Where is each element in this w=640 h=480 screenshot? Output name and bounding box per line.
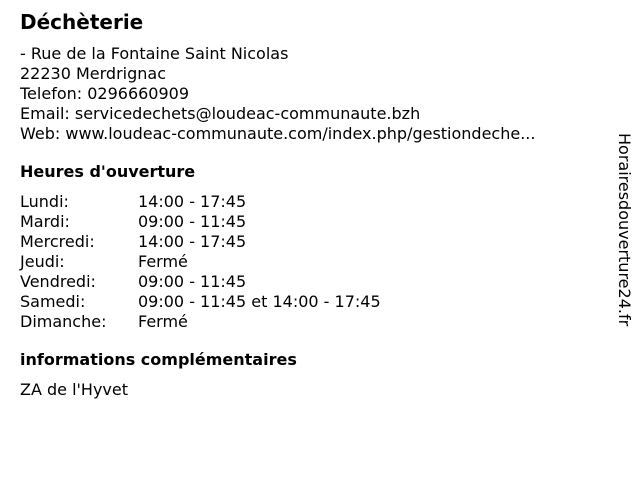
hours-row-thursday	[20, 252, 381, 272]
street-address: - Rue de la Fontaine Saint Nicolas	[20, 44, 289, 63]
hours-row-friday	[20, 272, 381, 292]
business-listing	[20, 10, 600, 400]
day-hours: Fermé	[138, 252, 188, 271]
address-block	[20, 44, 600, 144]
day-hours: 09:00 - 11:45	[138, 212, 247, 231]
phone-number: Telefon: 0296660909	[20, 84, 190, 103]
hours-row-wednesday	[20, 232, 381, 252]
day-hours: Fermé	[138, 312, 188, 331]
additional-info-heading: informations complémentaires	[20, 350, 297, 369]
day-label: Lundi:	[20, 192, 69, 211]
city-postcode: 22230 Merdrignac	[20, 64, 167, 83]
day-hours: 09:00 - 11:45	[138, 272, 247, 291]
day-label: Vendredi:	[20, 272, 96, 291]
day-label: Mercredi:	[20, 232, 95, 251]
day-label: Samedi:	[20, 292, 86, 311]
day-hours: 09:00 - 11:45 et 14:00 - 17:45	[138, 292, 381, 311]
hours-row-monday	[20, 192, 381, 212]
email-address: Email: servicedechets@loudeac-communaute.bzh	[20, 104, 421, 123]
site-watermark: Horairesdouverture24.fr	[615, 133, 634, 327]
hours-row-tuesday	[20, 212, 381, 232]
day-label: Jeudi:	[20, 252, 65, 271]
opening-hours-heading: Heures d'ouverture	[20, 162, 196, 181]
day-label: Mardi:	[20, 212, 70, 231]
day-hours: 14:00 - 17:45	[138, 192, 247, 211]
opening-hours-table	[20, 192, 381, 332]
day-label: Dimanche:	[20, 312, 107, 331]
day-hours: 14:00 - 17:45	[138, 232, 247, 251]
website-address: Web: www.loudeac-communaute.com/index.php/gestiondeche...	[20, 124, 536, 143]
additional-info-text: ZA de l'Hyvet	[20, 380, 129, 399]
hours-row-sunday	[20, 312, 381, 332]
page-title: Déchèterie	[20, 10, 144, 34]
hours-row-saturday	[20, 292, 381, 312]
